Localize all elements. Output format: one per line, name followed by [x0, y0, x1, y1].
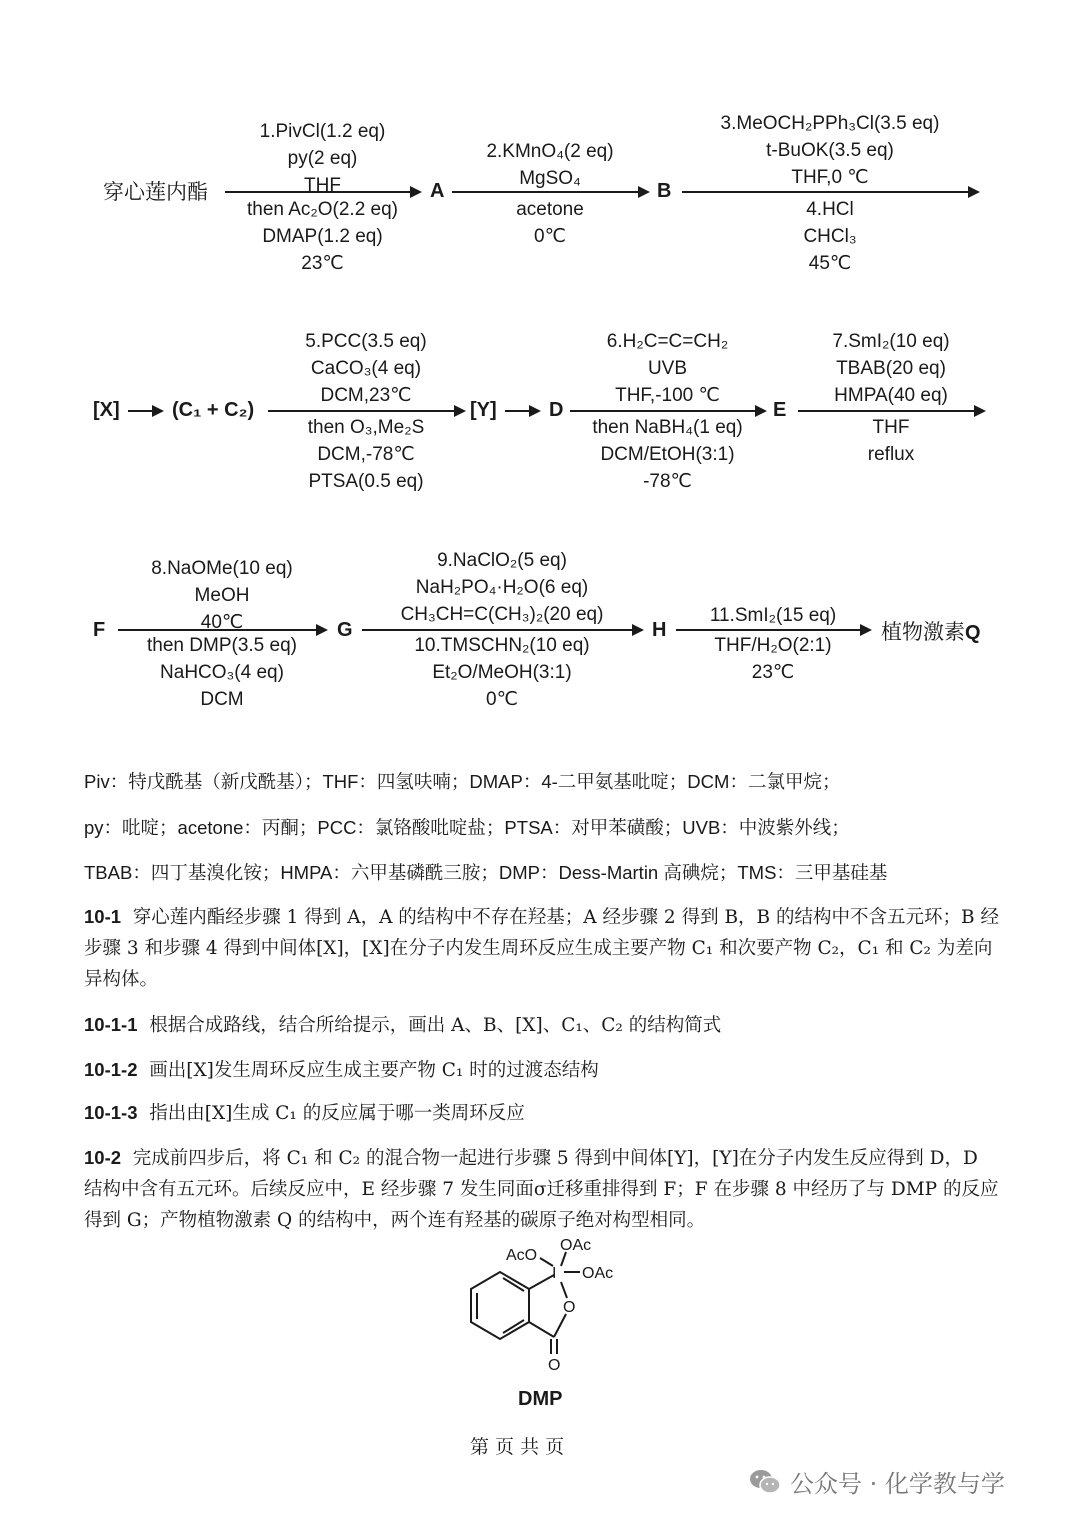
step11-below: THF/H₂O(2:1) 23℃: [714, 635, 832, 683]
step9-above: 9.NaClO₂(5 eq) NaH₂PO₄·H₂O(6 eq) CH₃CH=C(CH₃)₂(20 eq): [400, 550, 604, 625]
dmp-label-oac-top: OAc: [560, 1237, 592, 1254]
step7-above: 7.SmI₂(10 eq) TBAB(20 eq) HMPA(40 eq): [832, 331, 950, 406]
compound-E: E: [773, 399, 787, 421]
dmp-label-aco: AcO: [506, 1247, 538, 1264]
dmp-label-iodine: I: [552, 1265, 557, 1282]
step5-below: then O₃,Me₂S DCM,-78℃ PTSA(0.5 eq): [307, 417, 425, 492]
dmp-label-carbonyl-oxygen: O: [548, 1357, 561, 1374]
question-10-2: 10-2 完成前四步后，将 C₁ 和 C₂ 的混合物一起进行步骤 5 得到中间体[Y]，[Y]在分子内发生反应得到 D，D 结构中含有五元环。后续反应中，E 经步骤 7 发生同面σ迁移重排得到 F；F 在步骤 8 中经历了与 DMP 的反应得到 G；产物植物激素 Q 的结构中，两个连有羟基的碳原子绝对构型相同。: [84, 1147, 999, 1231]
step1-below: then Ac₂O(2.2 eq) DMAP(1.2 eq) 23℃: [246, 199, 399, 274]
step2-above: 2.KMnO₄(2 eq) MgSO₄: [486, 141, 614, 189]
step4-below: 4.HCl CHCl₃ 45℃: [803, 199, 857, 274]
arrow-step3-4: [682, 191, 978, 193]
product-Q: 植物激素Q: [881, 620, 981, 644]
step5-above: 5.PCC(3.5 eq) CaCO₃(4 eq) DCM,23℃: [305, 331, 427, 406]
start-compound: 穿心莲内酯: [103, 180, 208, 204]
arrow-Y-to-D: [505, 410, 539, 412]
dmp-caption: DMP: [518, 1388, 563, 1410]
question-10-1-2: 10-1-2 画出[X]发生周环反应生成主要产物 C₁ 时的过渡态结构: [84, 1059, 599, 1081]
step8-above: 8.NaOMe(10 eq) MeOH 40℃: [151, 558, 293, 633]
step8-below: then DMP(3.5 eq) NaHCO₃(4 eq) DCM: [147, 635, 297, 710]
step3-above: 3.MeOCH₂PPh₃Cl(3.5 eq) t-BuOK(3.5 eq) THF,0 ℃: [720, 113, 940, 188]
compound-G: G: [337, 619, 353, 641]
glossary-line-2: py：吡啶；acetone：丙酮；PCC：氯铬酸吡啶盐；PTSA：对甲苯磺酸；UVB：中波紫外线；: [84, 817, 850, 838]
question-10-1-3: 10-1-3 指出由[X]生成 C₁ 的反应属于哪一类周环反应: [84, 1102, 525, 1124]
dmp-structure: [440, 1234, 660, 1384]
question-10-1: 10-1 穿心莲内酯经步骤 1 得到 A，A 的结构中不存在羟基；A 经步骤 2 得到 B，B 的结构中不含五元环；B 经步骤 3 和步骤 4 得到中间体[X]，[X]在分子内发生周环反应生成主要产物 C₁ 和次要产物 C₂，C₁ 和 C₂ 为差向异构体。: [84, 906, 1000, 990]
page-footer: 第 页 共 页: [470, 1436, 565, 1458]
step6-above: 6.H₂C=C=CH₂ UVB THF,-100 ℃: [606, 331, 729, 406]
glossary-line-1: Piv：特戊酰基（新戊酰基）；THF：四氢呋喃；DMAP：4-二甲氨基吡啶；DCM：二氯甲烷；: [84, 771, 841, 792]
compound-B: B: [657, 180, 672, 202]
step6-below: then NaBH₄(1 eq) DCM/EtOH(3:1) -78℃: [592, 417, 743, 492]
arrow-step5: [268, 410, 464, 412]
dmp-label-ring-oxygen: O: [563, 1299, 576, 1316]
step1-above: 1.PivCl(1.2 eq) py(2 eq) THF: [259, 121, 386, 196]
compound-H: H: [652, 619, 667, 641]
wechat-icon: [748, 1467, 782, 1497]
step7-below: THF reflux: [867, 417, 915, 465]
dmp-label-oac-right: OAc: [582, 1265, 614, 1282]
watermark-text: 公众号 · 化学教与学: [790, 1470, 1005, 1498]
compounds-C1-C2: (C₁ + C₂): [172, 399, 255, 421]
step2-below: acetone 0℃: [516, 199, 584, 247]
watermark: [748, 1464, 1005, 1499]
arrow-step6: [570, 410, 765, 412]
compound-A: A: [430, 180, 445, 202]
step11-above: 11.SmI₂(15 eq): [709, 605, 837, 626]
arrow-X-to-C: [128, 410, 162, 412]
arrow-step9-10: [362, 629, 642, 631]
step10-below: 10.TMSCHN₂(10 eq) Et₂O/MeOH(3:1) 0℃: [414, 635, 590, 710]
arrow-step7: [798, 410, 984, 412]
question-10-1-1: 10-1-1 根据合成路线，结合所给提示，画出 A、B、[X]、C₁、C₂ 的结构简式: [84, 1014, 722, 1036]
compound-F: F: [93, 619, 106, 641]
intermediate-X: [X]: [93, 399, 120, 421]
glossary-line-3: TBAB：四丁基溴化铵；HMPA：六甲基磷酰三胺；DMP：Dess-Martin 高碘烷；TMS：三甲基硅基: [84, 862, 888, 883]
intermediate-Y: [Y]: [470, 399, 497, 421]
arrow-step11: [676, 629, 870, 631]
compound-D: D: [549, 399, 564, 421]
